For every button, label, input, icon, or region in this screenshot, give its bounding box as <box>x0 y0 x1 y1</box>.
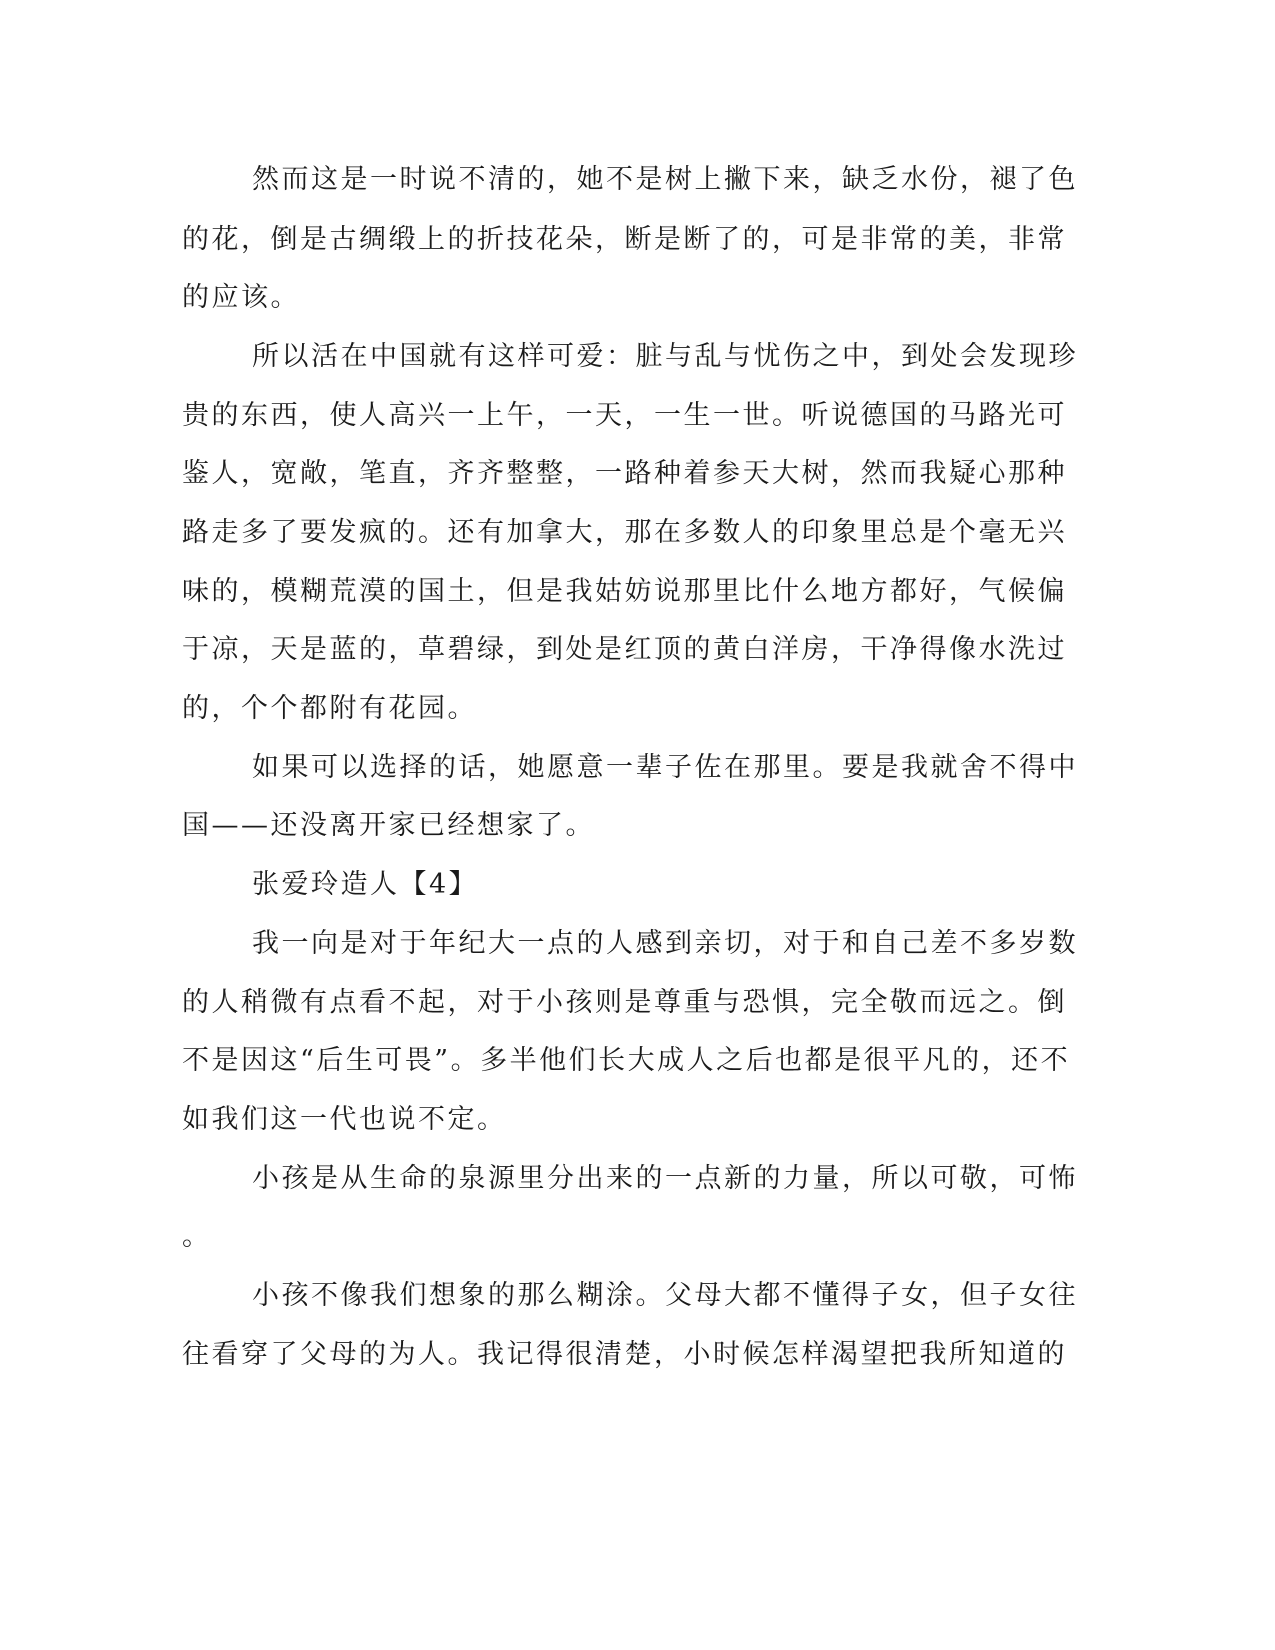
paragraph-6-line-2: 往看穿了父母的为人。我记得很清楚，小时候怎样渴望把我所知道的 <box>182 1339 1067 1370</box>
paragraph-2-line-6: 于凉，天是蓝的，草碧绿，到处是红顶的黄白洋房，干净得像水洗过 <box>182 634 1067 665</box>
paragraph-3-line-2: 国——还没离开家已经想家了。 <box>182 810 595 841</box>
paragraph-6-line-1: 小孩不像我们想象的那么糊涂。父母大都不懂得子女，但子女往 <box>252 1280 1078 1311</box>
paragraph-5-line-2: 。 <box>182 1221 212 1252</box>
paragraph-2-line-3: 鉴人，宽敞，笔直，齐齐整整，一路种着参天大树，然而我疑心那种 <box>182 458 1067 489</box>
paragraph-1-line-3: 的应该。 <box>182 282 300 313</box>
paragraph-2-line-5: 味的，模糊荒漠的国土，但是我姑妨说那里比什么地方都好，气候偏 <box>182 576 1067 607</box>
paragraph-1-line-2: 的花，倒是古绸缎上的折技花朵，断是断了的，可是非常的美，非常 <box>182 224 1067 255</box>
paragraph-2-line-7: 的，个个都附有花园。 <box>182 693 477 724</box>
paragraph-2-line-2: 贵的东西，使人高兴一上午，一天，一生一世。听说德国的马路光可 <box>182 400 1067 431</box>
section-heading: 张爱玲造人【4】 <box>252 869 479 900</box>
paragraph-5-line-1: 小孩是从生命的泉源里分出来的一点新的力量，所以可敬，可怖 <box>252 1163 1078 1194</box>
paragraph-4-line-4: 如我们这一代也说不定。 <box>182 1104 507 1135</box>
paragraph-1-line-1: 然而这是一时说不清的，她不是树上撇下来，缺乏水份，褪了色 <box>252 164 1078 195</box>
paragraph-4-line-2: 的人稍微有点看不起，对于小孩则是尊重与恐惧，完全敬而远之。倒 <box>182 987 1067 1018</box>
paragraph-2-line-4: 路走多了要发疯的。还有加拿大，那在多数人的印象里总是个毫无兴 <box>182 517 1067 548</box>
paragraph-4-line-3: 不是因这“后生可畏”。多半他们长大成人之后也都是很平凡的，还不 <box>182 1045 1071 1076</box>
paragraph-3-line-1: 如果可以选择的话，她愿意一辈子佐在那里。要是我就舍不得中 <box>252 752 1078 783</box>
paragraph-2-line-1: 所以活在中国就有这样可爱：脏与乱与忧伤之中，到处会发现珍 <box>252 341 1078 372</box>
paragraph-4-line-1: 我一向是对于年纪大一点的人感到亲切，对于和自己差不多岁数 <box>252 928 1078 959</box>
